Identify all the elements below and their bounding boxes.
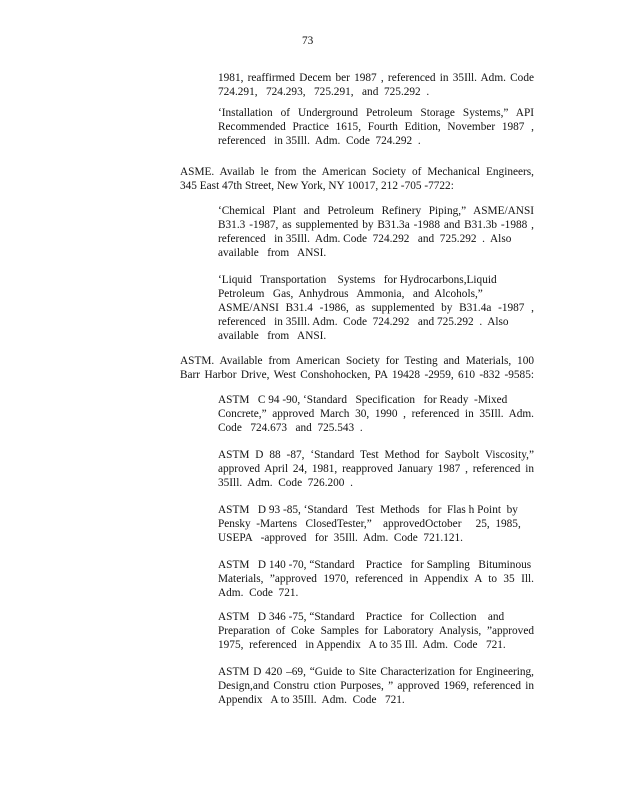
text-line: available from ANSI. [218,330,327,342]
reference-paragraph [218,558,534,600]
text-line: Petroleum Gas, Anhydrous Ammonia, and Alcohols,” [218,288,483,300]
text-line: 35Ill. Adm. Code 726.200 . [218,477,353,489]
text-line: ASTM D 420 –69, “Guide to Site Characterization for Engineering, [218,666,534,678]
text-line: Pensky -Martens ClosedTester,” approvedOctober 25, 1985, [218,518,521,530]
reference-paragraph [218,665,534,707]
text-line: ASTM D 88 -87, ‘Standard Test Method for Saybolt Viscosity,” [218,449,534,461]
reference-paragraph [218,503,534,545]
text-line: available from ANSI. [218,247,327,259]
reference-paragraph [218,71,534,99]
reference-paragraph [218,204,534,260]
reference-paragraph [218,610,534,652]
text-line: Code 724.673 and 725.543 . [218,422,363,434]
text-line: Recommended Practice 1615, Fourth Edition, November 1987 , [218,121,534,133]
text-line: ASME/ANSI B31.4 -1986, as supplemented by B31.4a -1987 , [218,302,534,314]
text-line: approved April 24, 1981, reapproved January 1987 , referenced in [218,463,534,475]
text-line: B31.3 -1987, as supplemented by B31.3a -1988 and B31.3b -1988 , [218,219,534,231]
text-line: Adm. Code 721. [218,587,299,599]
text-line: ASTM C 94 -90, ‘Standard Specification for Ready -Mixed [218,394,508,406]
reference-paragraph [218,106,534,148]
text-line: ‘Chemical Plant and Petroleum Refinery Piping,” ASME/ANSI [218,205,534,217]
page-number: 73 [302,35,314,47]
text-line: referenced in 35Ill. Adm. Code 724.292 . [218,135,421,147]
text-line: 724.291, 724.293, 725.291, and 725.292 . [218,86,430,98]
text-line: 1981, reaffirmed Decem ber 1987 , referenced in 35Ill. Adm. Code [218,72,534,84]
text-line: ASTM D 93 -85, ‘Standard Test Methods for Flas h Point by [218,504,518,516]
text-line: 1975, referenced in Appendix A to 35 Ill. Adm. Code 721. [218,639,506,651]
text-line: ‘Liquid Transportation Systems for Hydrocarbons,Liquid [218,274,497,286]
text-line: Concrete,” approved March 30, 1990 , referenced in 35Ill. Adm. [218,408,534,420]
text-line: USEPA -approved for 35Ill. Adm. Code 721.121. [218,532,463,544]
reference-paragraph [218,273,534,343]
reference-paragraph [180,165,534,193]
text-line: Design,and Constru ction Purposes, ” approved 1969, referenced in [218,680,534,692]
reference-paragraph [218,393,534,435]
text-line: Preparation of Coke Samples for Laboratory Analysis, ”approved [218,625,534,637]
text-line: Materials, ”approved 1970, referenced in Appendix A to 35 Ill. [218,573,534,585]
text-line: Barr Harbor Drive, West Conshohocken, PA 19428 -2959, 610 -832 -9585: [180,369,534,381]
reference-paragraph [180,354,534,382]
text-line: 345 East 47th Street, New York, NY 10017, 212 -705 -7722: [180,180,454,192]
text-line: ASTM. Available from American Society for Testing and Materials, 100 [180,355,534,367]
text-line: ASME. Availab le from the American Society of Mechanical Engineers, [180,166,534,178]
text-line: ASTM D 346 -75, “Standard Practice for Collection and [218,611,505,623]
reference-paragraph [218,448,534,490]
text-line: referenced in 35Ill. Adm. Code 724.292 and 725.292 . Also [218,316,509,328]
text-line: referenced in 35Ill. Adm. Code 724.292 and 725.292 . Also [218,233,512,245]
text-line: Appendix A to 35Ill. Adm. Code 721. [218,694,405,706]
text-line: ‘Installation of Underground Petroleum Storage Systems,” API [218,107,534,119]
text-line: ASTM D 140 -70, “Standard Practice for Sampling Bituminous [218,559,532,571]
